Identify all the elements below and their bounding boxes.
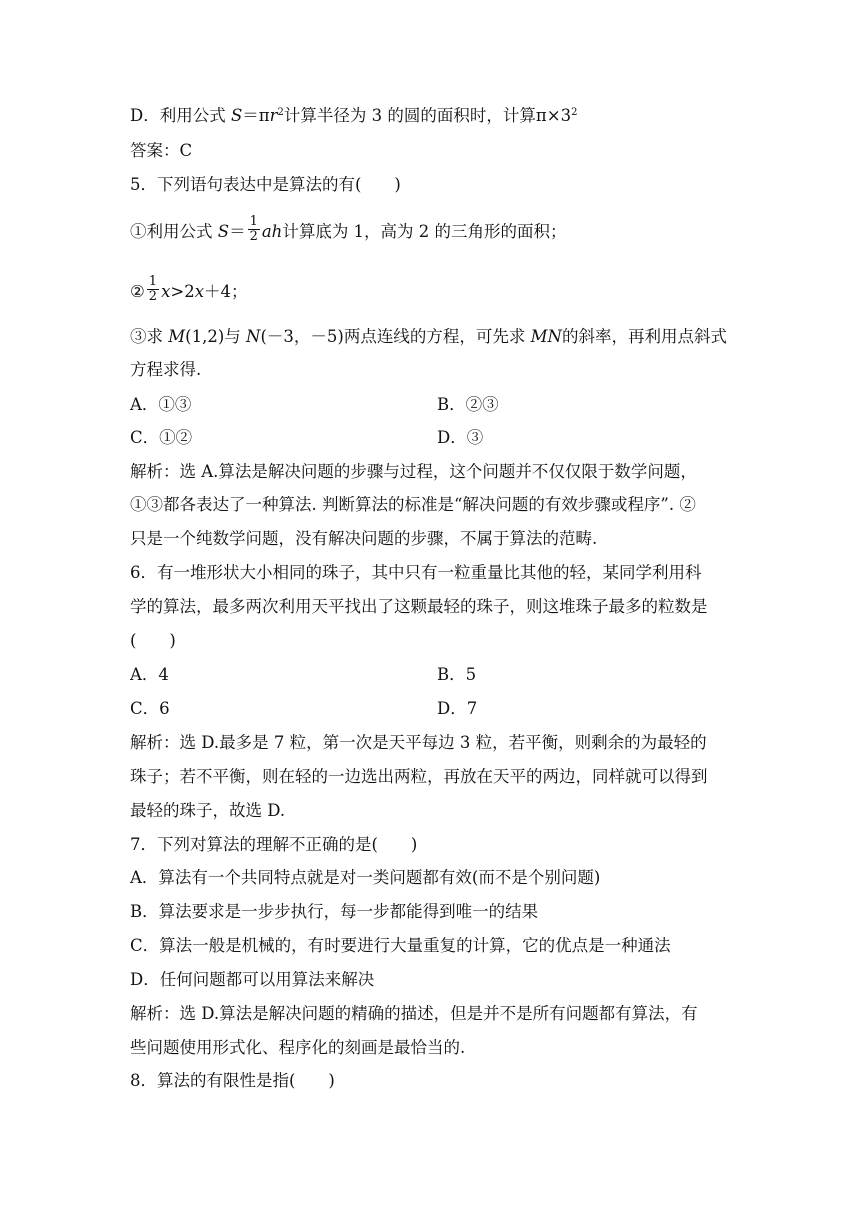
q7-analysis-line: 些问题使用形式化、程序化的刻画是最恰当的. xyxy=(130,1038,466,1057)
q5-item-3: ③求 M(1,2)与 N(－3，－5)两点连线的方程，可先求 MN的斜率，再利用点斜式 xyxy=(130,327,727,346)
q5-option-b: B．②③ xyxy=(437,395,499,414)
q5-option-c: C．①② xyxy=(130,428,193,447)
q5-option-a: A．①③ xyxy=(130,395,192,414)
q6-analysis-line: 最轻的珠子，故选 D. xyxy=(130,801,286,820)
q5-item-3-continued: 方程求得. xyxy=(130,360,202,379)
q6-stem-line: 6．有一堆形状大小相同的珠子，其中只有一粒重量比其他的轻，某同学利用科 xyxy=(130,563,702,582)
q4-option-d: D．利用公式 $S=\pi r^2$计算半径为 3 的圆的面积时，计算$\pi\times 3^2$ xyxy=(130,106,578,125)
fraction-one-half: $\frac{1}{2}$ xyxy=(249,214,258,244)
q6-option-d: D．7 xyxy=(437,699,478,718)
q7-option-b: B．算法要求是一步步执行，每一步都能得到唯一的结果 xyxy=(130,902,539,921)
q7-option-c: C．算法一般是机械的，有时要进行大量重复的计算，它的优点是一种通法 xyxy=(130,936,671,955)
q6-option-c: C．6 xyxy=(130,699,170,718)
q7-stem: 7．下列对算法的理解不正确的是( ) xyxy=(130,835,418,854)
q5-stem: 5．下列语句表达中是算法的有( ) xyxy=(130,175,401,194)
q6-analysis-line: 解析：选 D.最多是 7 粒，第一次是天平每边 3 粒，若平衡，则剩余的为最轻的 xyxy=(130,733,707,752)
q7-option-a: A．算法有一个共同特点就是对一类问题都有效(而不是个别问题) xyxy=(130,868,601,887)
q4-answer: 答案：C xyxy=(130,141,193,160)
q5-analysis-line: 只是一个纯数学问题，没有解决问题的步骤，不属于算法的范畴. xyxy=(130,529,598,548)
q6-option-a: A．4 xyxy=(130,665,169,684)
q7-analysis-line: 解析：选 D.算法是解决问题的精确的描述，但是并不是所有问题都有算法，有 xyxy=(130,1004,698,1023)
q6-stem-line: ( ) xyxy=(130,631,176,650)
q6-analysis-line: 珠子；若不平衡，则在轻的一边选出两粒，再放在天平的两边，同样就可以得到 xyxy=(130,767,708,786)
q6-stem-line: 学的算法，最多两次利用天平找出了这颗最轻的珠子，则这堆珠子最多的粒数是 xyxy=(130,597,708,616)
q5-analysis-line: ①③都各表达了一种算法. 判断算法的标准是“解决问题的有效步骤或程序”. ② xyxy=(130,495,696,514)
q5-item-2: ② $\frac{1}{2}$ x>2x＋4； xyxy=(130,274,248,304)
q5-item-1: ①利用公式 S＝ $\frac{1}{2}$ ah计算底为 1，高为 2 的三角形的面积； xyxy=(130,214,567,244)
q6-option-b: B．5 xyxy=(437,665,477,684)
q7-option-d: D．任何问题都可以用算法来解决 xyxy=(130,970,375,989)
fraction-one-half: $\frac{1}{2}$ xyxy=(148,274,158,304)
q5-option-d: D．③ xyxy=(437,428,484,447)
q5-analysis-line: 解析：选 A.算法是解决问题的步骤与过程，这个问题并不仅仅限于数学问题， xyxy=(130,462,697,481)
q8-stem: 8．算法的有限性是指( ) xyxy=(130,1071,335,1090)
